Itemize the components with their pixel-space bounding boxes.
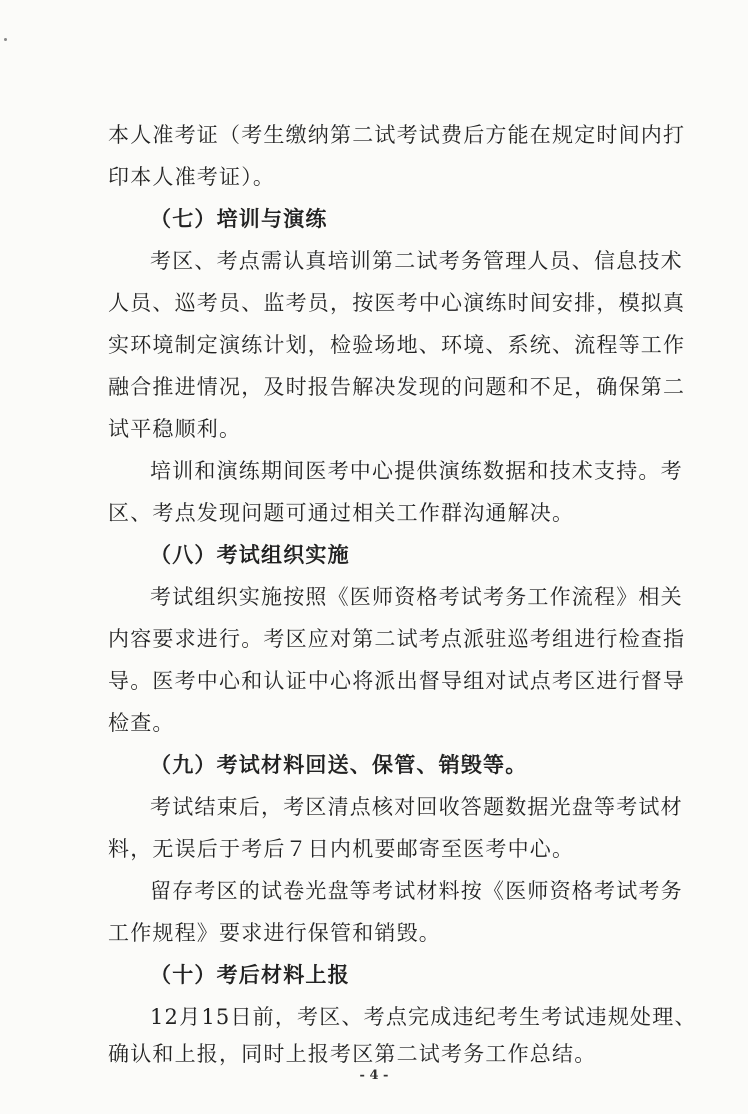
body-text-line: 留存考区的试卷光盘等考试材料按《医师资格考试考务: [150, 879, 683, 903]
section-heading-10: （十）考后材料上报: [150, 962, 350, 987]
body-text-line: 料，无误后于考后７日内机要邮寄至医考中心。: [108, 837, 575, 861]
body-text-line: 确认和上报，同时上报考区第二试考务工作总结。: [108, 1042, 597, 1066]
scan-speck: [4, 38, 7, 41]
page-number: - 4 -: [359, 1068, 389, 1083]
body-text-line: 检查。: [108, 711, 175, 735]
body-text-line: 考区、考点需认真培训第二试考务管理人员、信息技术: [150, 249, 683, 273]
body-text-line: 实环境制定演练计划，检验场地、环境、系统、流程等工作: [108, 333, 686, 357]
body-text-line: 人员、巡考员、监考员，按医考中心演练时间安排，模拟真: [108, 291, 686, 315]
body-text-line: 印本人准考证）。: [108, 165, 276, 189]
section-heading-9: （九）考试材料回送、保管、销毁等。: [150, 752, 528, 777]
body-text-line: 导。医考中心和认证中心将派出督导组对试点考区进行督导: [108, 669, 686, 693]
body-text-line: 内容要求进行。考区应对第二试考点派驻巡考组进行检查指: [108, 627, 686, 651]
section-heading-8: （八）考试组织实施: [150, 542, 350, 567]
body-text-line: 考试结束后，考区清点核对回收答题数据光盘等考试材: [150, 795, 683, 819]
body-text-line: 培训和演练期间医考中心提供演练数据和技术支持。考: [150, 459, 683, 483]
body-text-line: 12月15日前，考区、考点完成违纪考生考试违规处理、: [150, 1005, 697, 1029]
body-text-line: 考试组织实施按照《医师资格考试考务工作流程》相关: [150, 585, 683, 609]
body-text-line: 融合推进情况，及时报告解决发现的问题和不足，确保第二: [108, 375, 686, 399]
body-text-line: 区、考点发现问题可通过相关工作群沟通解决。: [108, 501, 575, 525]
body-text-line: 工作规程》要求进行保管和销毁。: [108, 921, 441, 945]
body-text-line: 本人准考证（考生缴纳第二试考试费后方能在规定时间内打: [108, 123, 686, 147]
section-heading-7: （七）培训与演练: [150, 206, 328, 231]
body-text-line: 试平稳顺利。: [108, 417, 242, 441]
